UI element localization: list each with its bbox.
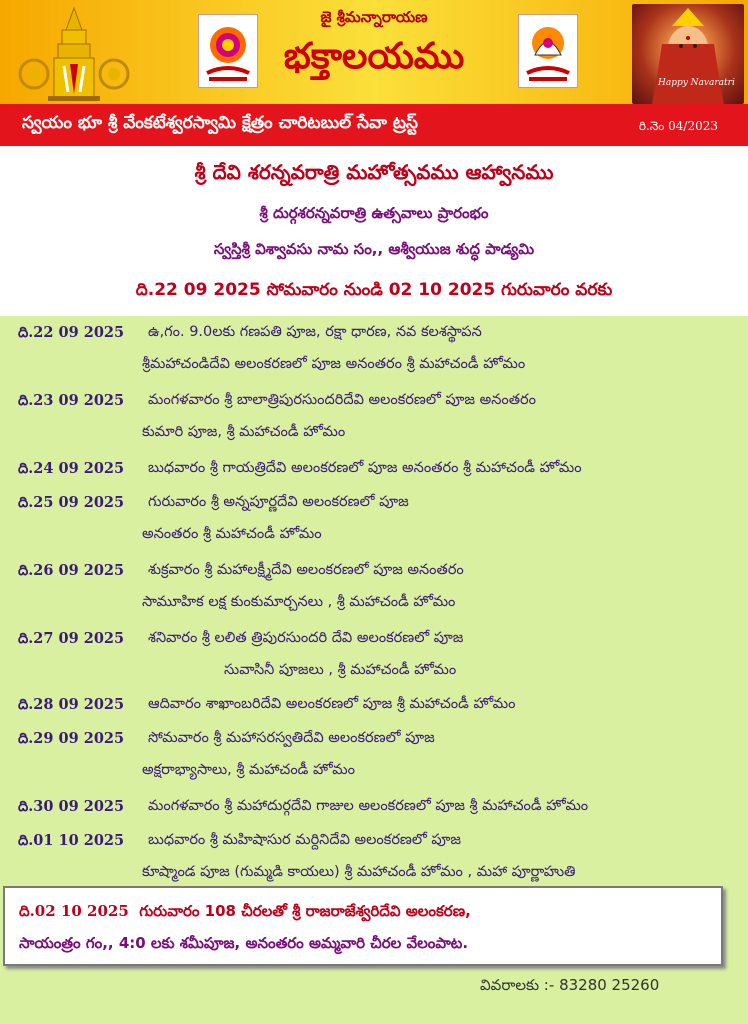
schedule-text: కూష్మాండ పూజ (గుమ్మడి కాయలు) శ్రీ మహాచండీ హోమం , మహా పూర్ణాహుతి — [142, 864, 576, 880]
invitation-subtitle: శ్రీ దుర్గశరన్నవరాత్రి ఉత్సవాలు ప్రారంభం — [259, 204, 489, 222]
goddess-caption: Happy Navaratri — [658, 78, 735, 88]
schedule-row — [0, 692, 748, 720]
schedule-text: కుమారి పూజ, శ్రీ మహాచండీ హోమం — [142, 424, 346, 440]
contact-info — [480, 976, 659, 998]
schedule-text: మంగళవారం శ్రీ మహాదుర్గదేవి గాజుల అలంకరణలో పూజ శ్రీ మహాచండీ హోమం — [148, 798, 589, 814]
contact-label: వివరాలకు :- — [480, 976, 555, 994]
schedule-row — [0, 320, 748, 348]
schedule-text: అనంతరం శ్రీ మహాచండీ హోమం — [142, 526, 322, 542]
trust-banner — [0, 104, 748, 146]
schedule-text: సువాసినీ పూజలు , శ్రీ మహాచండీ హోమం — [224, 662, 457, 678]
registration-number: రి.నెం 04/2023 — [638, 119, 718, 133]
goddess-durga-image — [632, 4, 744, 104]
finale-text-1: గురువారం 108 చీరలతో శ్రీ రాజరాజేశ్వరిదేవి అలంకరణ, — [139, 902, 471, 920]
schedule-text: ఆదివారం శాఖాంబరిదేవి అలంకరణలో పూజ శ్రీ మహాచండీ హోమం — [148, 696, 516, 712]
schedule-row — [0, 626, 748, 654]
schedule-date: ది.28 09 2025 — [18, 696, 125, 713]
brand-title: భక్తాలయము — [283, 36, 465, 77]
schedule-row — [0, 456, 748, 484]
schedule-date: ది.01 10 2025 — [18, 832, 125, 849]
trust-name: స్వయం భూ శ్రీ వేంకటేశ్వరస్వామి క్షేత్రం చారిటబుల్ సేవా ట్రస్ట్ — [22, 113, 418, 133]
finale-box — [3, 886, 723, 966]
invitation-samvatsaram: స్వస్తిశ్రీ విశ్వావసు నామ సం,, ఆశ్వీయుజ శుద్ధ పాడ్యమి — [213, 240, 535, 258]
schedule-date: ది.23 09 2025 — [18, 392, 125, 409]
schedule-text: సోమవారం శ్రీ మహాసరస్వతిదేవి అలంకరణలో పూజ — [148, 730, 435, 746]
schedule-row — [0, 860, 748, 888]
invitation-title: శ్రీ దేవి శరన్నవరాత్రి మహోత్సవము ఆహ్వానము — [194, 160, 554, 184]
schedule-date: ది.26 09 2025 — [18, 562, 125, 579]
schedule-text: అక్షరాభ్యాసాలు, శ్రీ మహాచండీ హోమం — [142, 762, 355, 778]
schedule-text: మంగళవారం శ్రీ బాలాత్రిపురసుందరిదేవి అలంకరణలో పూజ అనంతరం — [148, 392, 536, 408]
schedule-text: శనివారం శ్రీ లలిత త్రిపురసుందరి దేవి అలంకరణలో పూజ — [148, 630, 464, 646]
conch-emblem-right — [518, 14, 578, 88]
schedule-date: ది.27 09 2025 — [18, 630, 125, 647]
schedule-row — [0, 388, 748, 416]
schedule-date: ది.30 09 2025 — [18, 798, 125, 815]
schedule-row — [0, 352, 748, 380]
contact-phone[interactable]: 83280 25260 — [559, 976, 660, 994]
schedule-date: ది.22 09 2025 — [18, 324, 125, 341]
schedule-row — [0, 726, 748, 754]
schedule-text: బుధవారం శ్రీ మహిషాసుర మర్దినిదేవి అలంకరణలో పూజ — [148, 832, 462, 848]
schedule-row — [0, 658, 748, 686]
schedule-date: ది.25 09 2025 — [18, 494, 125, 511]
finale-line-1 — [19, 902, 471, 924]
header — [0, 0, 748, 104]
schedule-row — [0, 420, 748, 448]
finale-date: ది.02 10 2025 — [19, 902, 129, 920]
schedule-row — [0, 758, 748, 786]
invitation-date-range: ది.22 09 2025 సోమవారం నుండి 02 10 2025 గురువారం వరకు — [135, 280, 613, 300]
schedule-row — [0, 558, 748, 586]
schedule-row — [0, 522, 748, 550]
schedule-text: శ్రీమహాచండిదేవి అలంకరణలో పూజ అనంతరం శ్రీ మహాచండీ హోమం — [142, 356, 526, 372]
invitation-block — [0, 146, 748, 316]
schedule-row — [0, 590, 748, 618]
finale-line-2: సాయంత్రం గం,, 4:0 లకు శమీపూజ, అనంతరం అమ్మవారి చీరల వేలంపాట. — [19, 934, 469, 952]
schedule-text: బుధవారం శ్రీ గాయత్రిదేవి అలంకరణలో పూజ అనంతరం శ్రీ మహాచండీ హోమం — [148, 460, 582, 476]
schedule-text: శుక్రవారం శ్రీ మహాలక్ష్మీదేవి అలంకరణలో పూజ అనంతరం — [148, 562, 464, 578]
schedule-text: ఉ,గం. 9.0లకు గణపతి పూజ, రక్షా ధారణ, నవ కలశస్థాపన — [148, 324, 482, 340]
schedule-row — [0, 828, 748, 856]
schedule-date: ది.24 09 2025 — [18, 460, 125, 477]
header-top-line: జై శ్రీమన్నారాయణ — [320, 8, 428, 26]
schedule-text: సామూహిక లక్ష కుంకుమార్చనలు , శ్రీ మహాచండీ హోమం — [142, 594, 456, 610]
schedule-date: ది.29 09 2025 — [18, 730, 125, 747]
schedule-text: గురువారం శ్రీ అన్నపూర్ణదేవి అలంకరణలో పూజ — [148, 494, 409, 510]
schedule-row — [0, 490, 748, 518]
schedule-row — [0, 794, 748, 822]
